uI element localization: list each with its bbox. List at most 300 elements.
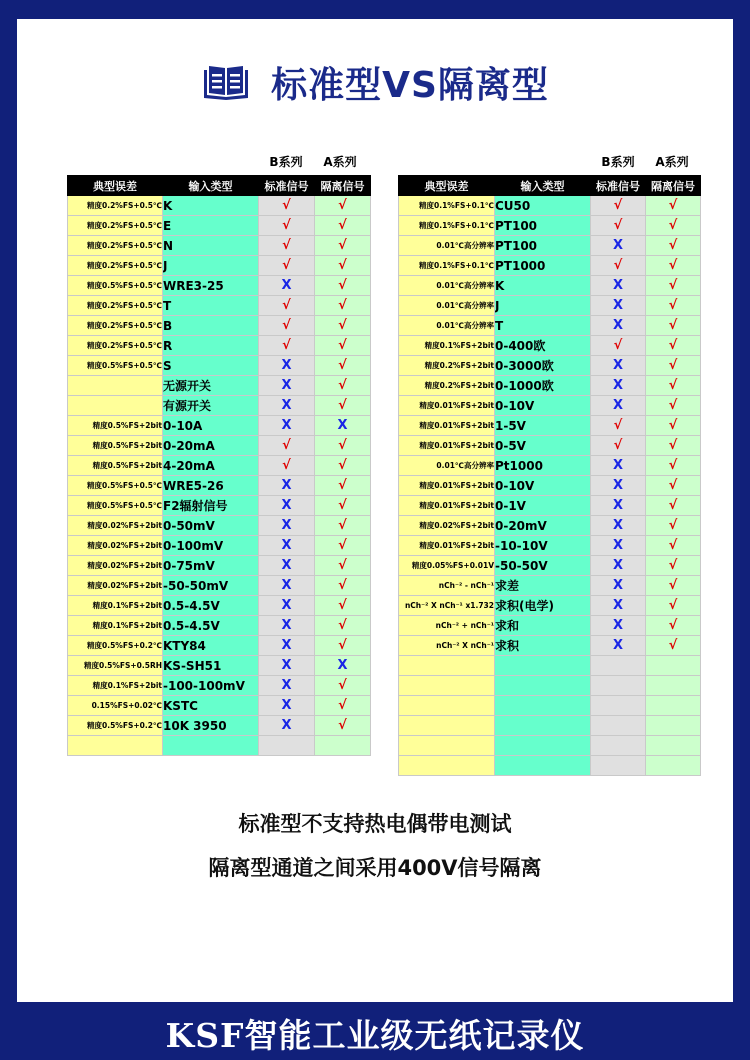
table-row [68,716,371,736]
standard-signal-cell: X [259,696,315,716]
accuracy-cell: 精度0.2%FS+0.5℃ [68,256,163,276]
accuracy-cell: 0.01℃高分辨率 [399,456,495,476]
standard-signal-cell [591,696,646,716]
isolated-signal-cell: √ [315,216,371,236]
input-type-cell: 10K 3950 [163,716,259,736]
table-row [399,476,701,496]
table-row [399,576,701,596]
accuracy-cell: nCh⁻² - nCh⁻¹ [399,576,495,596]
standard-signal-cell: √ [259,316,315,336]
accuracy-cell: 0.15%FS+0.02℃ [68,696,163,716]
standard-signal-cell: X [591,496,646,516]
accuracy-cell: 精度0.01%FS+2bit [399,496,495,516]
accuracy-cell: 精度0.01%FS+2bit [399,436,495,456]
isolated-signal-cell: √ [646,456,701,476]
table-row [68,536,371,556]
accuracy-cell: 精度0.1%FS+2bit [68,596,163,616]
input-type-cell: PT1000 [495,256,591,276]
standard-signal-cell: √ [259,256,315,276]
standard-signal-cell: X [591,536,646,556]
standard-signal-cell: X [591,616,646,636]
input-type-cell: J [495,296,591,316]
standard-signal-cell: √ [591,436,646,456]
isolated-signal-cell: √ [315,296,371,316]
table-row [399,556,701,576]
input-type-cell [495,736,591,756]
accuracy-cell: 精度0.1%FS+2bit [68,676,163,696]
accuracy-cell: 精度0.5%FS+2bit [68,416,163,436]
isolated-signal-cell: √ [315,596,371,616]
input-type-cell: PT100 [495,236,591,256]
input-type-cell: N [163,236,259,256]
standard-signal-cell: X [591,276,646,296]
standard-signal-cell: √ [591,216,646,236]
accuracy-cell: 精度0.01%FS+2bit [399,396,495,416]
standard-signal-cell: X [591,556,646,576]
accuracy-cell: 精度0.2%FS+2bit [399,376,495,396]
input-type-cell: 求积(电学) [495,596,591,616]
isolated-signal-cell: √ [646,216,701,236]
accuracy-cell [399,656,495,676]
table-row [68,416,371,436]
input-type-cell: 0-100mV [163,536,259,556]
standard-signal-cell: √ [259,236,315,256]
accuracy-cell: 精度0.1%FS+0.1℃ [399,216,495,236]
table-row [68,556,371,576]
isolated-signal-cell: X [315,416,371,436]
table-row [68,516,371,536]
isolated-signal-cell: √ [315,376,371,396]
input-type-cell: 0-5V [495,436,591,456]
standard-signal-cell: √ [591,416,646,436]
table-row [68,236,371,256]
input-type-cell: 0-75mV [163,556,259,576]
table-row [68,376,371,396]
standard-signal-cell: X [591,236,646,256]
accuracy-cell: 精度0.5%FS+2bit [68,436,163,456]
accuracy-cell: 精度0.1%FS+0.1℃ [399,256,495,276]
input-type-cell: -10-10V [495,536,591,556]
isolated-signal-cell: √ [315,496,371,516]
input-type-cell [495,696,591,716]
accuracy-cell: nCh⁻² X nCh⁻¹ [399,636,495,656]
input-type-cell: KS-SH51 [163,656,259,676]
input-type-cell: 1-5V [495,416,591,436]
input-type-cell [495,756,591,776]
table-row [399,456,701,476]
input-type-cell: 求差 [495,576,591,596]
table-row [399,376,701,396]
table-row [68,656,371,676]
isolated-signal-cell [646,696,701,716]
standard-signal-cell: √ [259,336,315,356]
accuracy-cell: 精度0.01%FS+2bit [399,476,495,496]
isolated-signal-cell: √ [646,236,701,256]
input-type-cell: -100-100mV [163,676,259,696]
input-type-cell: T [495,316,591,336]
table-row [399,676,701,696]
right-spec-table [398,175,701,776]
standard-signal-cell: X [259,556,315,576]
input-type-cell: 0-400欧 [495,336,591,356]
table-row [68,616,371,636]
table-row [399,216,701,236]
accuracy-cell: 0.01℃高分辨率 [399,236,495,256]
isolated-signal-cell: √ [315,396,371,416]
isolated-signal-cell: √ [646,376,701,396]
isolated-signal-cell: √ [315,316,371,336]
isolated-signal-cell: √ [646,616,701,636]
isolated-signal-cell: √ [646,476,701,496]
table-row [399,656,701,676]
isolated-signal-cell: √ [646,556,701,576]
standard-signal-cell: X [591,316,646,336]
input-type-cell [495,656,591,676]
input-type-cell: 0-10A [163,416,259,436]
standard-signal-cell [591,736,646,756]
standard-signal-cell: X [259,576,315,596]
input-type-cell: F2辐射信号 [163,496,259,516]
standard-signal-cell: X [259,636,315,656]
input-type-cell: 0.5-4.5V [163,596,259,616]
standard-signal-cell: X [259,676,315,696]
accuracy-cell: 精度0.01%FS+2bit [399,416,495,436]
header-accuracy: 典型误差 [399,176,495,196]
standard-signal-cell: X [259,416,315,436]
input-type-cell [495,676,591,696]
standard-signal-cell: √ [259,196,315,216]
standard-signal-cell [259,736,315,756]
standard-signal-cell: √ [591,336,646,356]
isolated-signal-cell: √ [646,516,701,536]
isolated-signal-cell: √ [646,576,701,596]
standard-signal-cell [591,656,646,676]
input-type-cell: 0-20mV [495,516,591,536]
accuracy-cell: 精度0.5%FS+0.2℃ [68,716,163,736]
isolated-signal-cell: X [315,656,371,676]
table-row [68,336,371,356]
table-row [68,196,371,216]
isolated-signal-cell: √ [646,436,701,456]
table-header-row [399,176,701,196]
table-row [68,496,371,516]
input-type-cell: -50-50mV [163,576,259,596]
input-type-cell: S [163,356,259,376]
standard-signal-cell: X [259,536,315,556]
isolated-signal-cell: √ [646,636,701,656]
table-row [399,336,701,356]
note-standard: 标准型不支持热电偶带电测试 [238,812,512,836]
table-header-row [68,176,371,196]
isolated-signal-cell: √ [646,276,701,296]
standard-signal-cell: X [591,576,646,596]
standard-signal-cell: X [259,656,315,676]
table-row [68,256,371,276]
table-row [68,296,371,316]
accuracy-cell [399,736,495,756]
standard-signal-cell: X [591,456,646,476]
input-type-cell: 求和 [495,616,591,636]
input-type-cell: 0-50mV [163,516,259,536]
standard-signal-cell [591,716,646,736]
isolated-signal-cell: √ [315,556,371,576]
table-row [399,256,701,276]
isolated-signal-cell: √ [646,596,701,616]
accuracy-cell: 精度0.5%FS+0.5℃ [68,496,163,516]
table-row [399,756,701,776]
table-row [68,576,371,596]
isolated-signal-cell: √ [646,196,701,216]
standard-signal-cell: √ [259,296,315,316]
header-standard-signal: 标准信号 [259,176,315,196]
standard-signal-cell: X [259,516,315,536]
isolated-signal-cell [315,736,371,756]
isolated-signal-cell: √ [315,636,371,656]
input-type-cell: 0-10V [495,476,591,496]
isolated-signal-cell: √ [315,256,371,276]
accuracy-cell [68,396,163,416]
input-type-cell: 0-1000欧 [495,376,591,396]
table-row [399,296,701,316]
table-row [399,396,701,416]
accuracy-cell: 精度0.2%FS+0.5℃ [68,336,163,356]
footer-brand: KSF智能工业级无纸记录仪 [165,1016,585,1055]
table-row [399,356,701,376]
table-row [399,636,701,656]
input-type-cell: K [495,276,591,296]
book-icon [201,62,251,102]
input-type-cell: E [163,216,259,236]
standard-signal-cell: X [591,476,646,496]
input-type-cell: 有源开关 [163,396,259,416]
standard-signal-cell: X [259,476,315,496]
input-type-cell: KTY84 [163,636,259,656]
table-row [68,456,371,476]
table-row [399,276,701,296]
accuracy-cell [399,756,495,776]
table-row [399,716,701,736]
header-isolated-signal: 隔离信号 [315,176,371,196]
header-accuracy: 典型误差 [68,176,163,196]
isolated-signal-cell: √ [646,336,701,356]
input-type-cell: PT100 [495,216,591,236]
isolated-signal-cell: √ [646,496,701,516]
left-spec-table [67,175,371,756]
table-row [399,736,701,756]
accuracy-cell: 精度0.2%FS+0.5℃ [68,316,163,336]
input-type-cell: 0-3000欧 [495,356,591,376]
isolated-signal-cell: √ [646,256,701,276]
input-type-cell: 0.5-4.5V [163,616,259,636]
standard-signal-cell: X [259,616,315,636]
isolated-signal-cell: √ [646,396,701,416]
header-isolated-signal: 隔离信号 [646,176,701,196]
input-type-cell [495,716,591,736]
standard-signal-cell [591,676,646,696]
isolated-signal-cell: √ [315,516,371,536]
accuracy-cell: 精度0.05%FS+0.01V [399,556,495,576]
standard-signal-cell: X [259,356,315,376]
accuracy-cell: 精度0.2%FS+0.5℃ [68,196,163,216]
isolated-signal-cell: √ [315,456,371,476]
standard-signal-cell: X [591,296,646,316]
accuracy-cell: 精度0.2%FS+2bit [399,356,495,376]
accuracy-cell: 精度0.5%FS+0.2℃ [68,636,163,656]
accuracy-cell: 精度0.02%FS+2bit [68,536,163,556]
right-b-series-label: B系列 [601,155,635,169]
standard-signal-cell: √ [259,436,315,456]
accuracy-cell: 0.01℃高分辨率 [399,316,495,336]
isolated-signal-cell: √ [315,276,371,296]
accuracy-cell: 精度0.02%FS+2bit [399,516,495,536]
standard-signal-cell: X [259,496,315,516]
input-type-cell: 无源开关 [163,376,259,396]
input-type-cell: 0-10V [495,396,591,416]
table-row [68,396,371,416]
isolated-signal-cell: √ [315,616,371,636]
standard-signal-cell [591,756,646,776]
standard-signal-cell: X [259,276,315,296]
input-type-cell: 0-1V [495,496,591,516]
standard-signal-cell: X [591,516,646,536]
table-row [68,316,371,336]
standard-signal-cell: X [591,636,646,656]
accuracy-cell: 0.01℃高分辨率 [399,276,495,296]
input-type-cell: 0-20mA [163,436,259,456]
accuracy-cell: 精度0.5%FS+2bit [68,456,163,476]
input-type-cell: 求积 [495,636,591,656]
table-row [68,476,371,496]
isolated-signal-cell: √ [315,676,371,696]
input-type-cell: -50-50V [495,556,591,576]
table-row [399,196,701,216]
accuracy-cell: 精度0.5%FS+0.5℃ [68,476,163,496]
table-row [399,496,701,516]
input-type-cell: WRE3-25 [163,276,259,296]
table-row [68,216,371,236]
accuracy-cell: 精度0.5%FS+0.5℃ [68,356,163,376]
isolated-signal-cell: √ [315,716,371,736]
page-title: 标准型VS隔离型 [271,64,549,106]
isolated-signal-cell: √ [646,536,701,556]
input-type-cell [163,736,259,756]
isolated-signal-cell [646,676,701,696]
accuracy-cell [399,716,495,736]
table-row [68,356,371,376]
input-type-cell: Pt1000 [495,456,591,476]
isolated-signal-cell [646,656,701,676]
isolated-signal-cell [646,756,701,776]
accuracy-cell: 精度0.1%FS+0.1℃ [399,196,495,216]
header-input-type: 输入类型 [163,176,259,196]
accuracy-cell: nCh⁻² + nCh⁻¹ [399,616,495,636]
isolated-signal-cell [646,716,701,736]
input-type-cell: J [163,256,259,276]
table-row [68,596,371,616]
table-row [68,736,371,756]
accuracy-cell: 精度0.02%FS+2bit [68,576,163,596]
accuracy-cell [68,736,163,756]
isolated-signal-cell: √ [646,356,701,376]
table-row [68,636,371,656]
table-row [68,676,371,696]
accuracy-cell: 精度0.1%FS+2bit [68,616,163,636]
isolated-signal-cell: √ [646,296,701,316]
input-type-cell: B [163,316,259,336]
accuracy-cell: 精度0.5%FS+0.5RH [68,656,163,676]
right-a-series-label: A系列 [655,155,689,169]
isolated-signal-cell: √ [315,236,371,256]
left-b-series-label: B系列 [269,155,303,169]
isolated-signal-cell: √ [315,696,371,716]
table-row [399,316,701,336]
title-bar [0,52,750,112]
table-row [399,696,701,716]
input-type-cell: K [163,196,259,216]
header-standard-signal: 标准信号 [591,176,646,196]
isolated-signal-cell: √ [315,196,371,216]
input-type-cell: R [163,336,259,356]
standard-signal-cell: X [259,376,315,396]
accuracy-cell: 精度0.02%FS+2bit [68,516,163,536]
input-type-cell: CU50 [495,196,591,216]
isolated-signal-cell: √ [646,416,701,436]
standard-signal-cell: √ [259,216,315,236]
table-row [399,616,701,636]
accuracy-cell: 精度0.1%FS+2bit [399,336,495,356]
isolated-signal-cell: √ [315,476,371,496]
table-row [68,436,371,456]
standard-signal-cell: X [591,376,646,396]
standard-signal-cell: √ [591,256,646,276]
accuracy-cell: 精度0.5%FS+0.5℃ [68,276,163,296]
standard-signal-cell: X [259,596,315,616]
accuracy-cell [399,676,495,696]
accuracy-cell: 精度0.02%FS+2bit [68,556,163,576]
standard-signal-cell: X [591,596,646,616]
accuracy-cell: 精度0.2%FS+0.5℃ [68,216,163,236]
input-type-cell: KSTC [163,696,259,716]
isolated-signal-cell [646,736,701,756]
table-row [399,436,701,456]
standard-signal-cell: X [259,716,315,736]
table-row [399,596,701,616]
isolated-signal-cell: √ [315,536,371,556]
standard-signal-cell: √ [259,456,315,476]
accuracy-cell: 精度0.01%FS+2bit [399,536,495,556]
accuracy-cell [68,376,163,396]
input-type-cell: T [163,296,259,316]
accuracy-cell [399,696,495,716]
standard-signal-cell: X [259,396,315,416]
header-input-type: 输入类型 [495,176,591,196]
left-a-series-label: A系列 [323,155,357,169]
accuracy-cell: 0.01℃高分辨率 [399,296,495,316]
table-row [399,516,701,536]
table-row [399,536,701,556]
isolated-signal-cell: √ [646,316,701,336]
isolated-signal-cell: √ [315,576,371,596]
accuracy-cell: nCh⁻² X nCh⁻¹ x1.732 [399,596,495,616]
isolated-signal-cell: √ [315,436,371,456]
standard-signal-cell: √ [591,196,646,216]
isolated-signal-cell: √ [315,336,371,356]
table-row [399,236,701,256]
note-isolation: 隔离型通道之间采用400V信号隔离 [208,856,542,880]
table-row [399,416,701,436]
input-type-cell: WRE5-26 [163,476,259,496]
accuracy-cell: 精度0.2%FS+0.5℃ [68,296,163,316]
